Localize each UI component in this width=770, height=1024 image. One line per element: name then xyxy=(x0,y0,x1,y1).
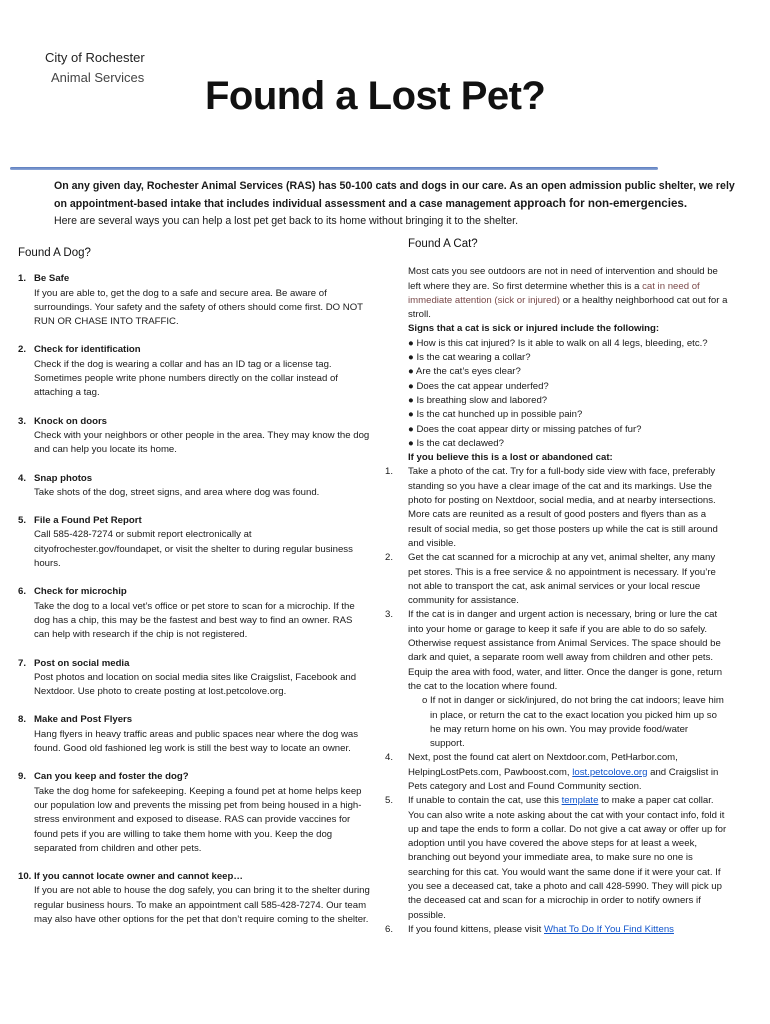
dog-step-num: 6. xyxy=(18,586,27,598)
header-city: City of Rochester xyxy=(45,50,145,65)
dog-step-title: Make and Post Flyers xyxy=(34,714,133,726)
cat-step-num: 1. xyxy=(385,466,394,478)
dog-step-title: Snap photos xyxy=(34,472,93,484)
dog-step-title: If you cannot locate owner and cannot keep… xyxy=(34,871,243,883)
dog-step-title: Check for identification xyxy=(34,344,141,356)
dog-step-title: Post on social media xyxy=(34,657,130,669)
dog-step-title: Be Safe xyxy=(34,273,70,285)
petcolove-link[interactable]: lost.petcolove.org xyxy=(572,766,648,778)
cat-step-subpoint-cont: support. xyxy=(430,738,465,750)
dog-step xyxy=(18,657,370,700)
dog-step-num: 10. xyxy=(18,871,32,883)
cat-section xyxy=(380,237,730,937)
dog-step xyxy=(18,272,370,329)
template-link[interactable]: template xyxy=(561,795,599,807)
cat-step-num: 2. xyxy=(385,552,394,564)
dog-step-num: 9. xyxy=(18,771,27,783)
cat-signs-list xyxy=(380,337,730,451)
dog-section xyxy=(18,246,370,941)
intro-line-2 xyxy=(54,195,759,213)
dog-step-body: Take the dog to a local vet’s office or pet store to scan for a microchip. If the dog has a chip, this may be the fastest and best way to find an owner. RAS can help with research if the chip is not registered. xyxy=(34,600,355,641)
dog-step xyxy=(18,713,370,756)
dog-step xyxy=(18,343,370,400)
cat-intro-b: or a healthy neighborhood cat out for a stroll. xyxy=(408,294,728,321)
cat-step xyxy=(380,551,730,608)
dog-heading: Found A Dog? xyxy=(18,247,91,259)
dog-step-body: Hang flyers in heavy traffic areas and public spaces near where the dog was found. Good old fashioned leg work is still the best way to locate an owner. xyxy=(34,728,359,755)
cat-step-text: to make a paper cat collar. You can also write a note asking about the cat with your contact info, fold it up and tape the ends to form a collar. Do not give a cat away or offer up for adoption until you have covered the above steps for at least a week, branching out beyond your immediate area, to make sure no one is searching for this cat. You would want the same done if it were your cat. If you see a deceased cat, take a photo and call 428-5990. They will pick up the deceased cat and scan for a microchip in order to notify owners if possible. xyxy=(408,795,727,921)
cat-step-text: If unable to contain the cat, use this xyxy=(408,795,562,807)
dog-step-num: 3. xyxy=(18,415,27,427)
cat-step-text: Get the cat scanned for a microchip at any vet, animal shelter, any many pet stores. This is a free service & no appointment is necessary. If you’re not able to transport the cat, ask animal services or your local rescue community for assistance. xyxy=(408,552,716,607)
cat-step-num: 4. xyxy=(385,752,394,764)
cat-step-text: Next, post the found cat alert on Nextdoor.com, PetHarbor.com, HelpingLostPets.com, Pawboost.com, xyxy=(408,752,678,778)
cat-sign-item: ● Does the coat appear dirty or missing patches of fur? xyxy=(408,423,642,435)
cat-step xyxy=(380,608,730,751)
cat-lost-heading: If you believe this is a lost or abandoned cat: xyxy=(408,452,613,464)
cat-step xyxy=(380,923,730,937)
cat-step-num: 3. xyxy=(385,609,394,621)
dog-step xyxy=(18,870,370,927)
dog-step-body: Check with your neighbors or other people in the area. They may know the dog and can help you locate its home. xyxy=(34,429,370,456)
cat-step xyxy=(380,794,730,923)
dog-step-title: Check for microchip xyxy=(34,586,127,598)
dog-step-num: 8. xyxy=(18,714,27,726)
dog-step-body: Call 585-428-7274 or submit report electronically at cityofrochester.gov/foundapet, or visit the shelter to during regular business hours. xyxy=(34,529,353,570)
dog-step-body: Take the dog home for safekeeping. Keeping a found pet at home helps keep our population low and prevents the missing pet from being housed in a high-stress environment and exposed to disease. RAS can provide vaccines for found pets if you are willing to take them home with you. Keep the dog separated from children and other pets. xyxy=(34,785,362,854)
title-rule xyxy=(10,167,658,170)
cat-step xyxy=(380,751,730,794)
cat-heading: Found A Cat? xyxy=(408,238,478,250)
dog-step xyxy=(18,585,370,642)
cat-sign-item: ● Is the cat hunched up in possible pain? xyxy=(408,409,583,421)
cat-step-num: 5. xyxy=(385,795,394,807)
dog-step xyxy=(18,514,370,571)
cat-intro-a: Most cats you see outdoors are not in need of intervention and should be left where they are. So first determine whether this is a xyxy=(408,266,718,292)
dog-step-title: File a Found Pet Report xyxy=(34,515,142,527)
dog-step-body: Post photos and location on social media sites like Craigslist, Facebook and Nextdoor. Use photo to create posting at lost.petcolove.org. xyxy=(34,671,357,698)
dog-step-num: 7. xyxy=(18,657,27,669)
dog-step-title: Can you keep and foster the dog? xyxy=(34,771,189,783)
dog-step xyxy=(18,415,370,458)
cat-step-text: Take a photo of the cat. Try for a full-body side view with face, preferably standing so you have a clear image of the cat and its markings. Use the photo for posting on Nextdoor, social media, and at nearby intersections. More cats are reunited as a result of good posters and flyers than as a result of social media, so get those posters up while the cat is still around and visible. xyxy=(408,466,718,549)
cat-sign-item: ● Are the cat’s eyes clear? xyxy=(408,366,521,378)
dog-step xyxy=(18,472,370,501)
dog-step-num: 5. xyxy=(18,515,27,527)
dog-step-body: If you are able to, get the dog to a safe and secure area. Be aware of surroundings. Your safety and the safety of others should come first. DO NOT RUN OR CHASE INTO TRAFFIC. xyxy=(34,287,363,328)
dog-step-body: Take shots of the dog, street signs, and area where dog was found. xyxy=(34,486,320,498)
cat-step xyxy=(380,465,730,551)
header-department: Animal Services xyxy=(51,70,145,85)
cat-intro xyxy=(380,265,730,322)
dog-step-title: Knock on doors xyxy=(34,415,108,427)
cat-step-num: 6. xyxy=(385,923,394,935)
cat-step-text: If you found kittens, please visit xyxy=(408,923,544,935)
dog-step-num: 2. xyxy=(18,344,27,356)
cat-signs-heading: Signs that a cat is sick or injured include the following: xyxy=(408,323,660,335)
cat-sign-item: ● Is the cat declawed? xyxy=(408,437,504,449)
dog-step-num: 1. xyxy=(18,273,27,285)
cat-step-text: and Craigslist in Pets category and Lost and Found Community section. xyxy=(408,766,719,792)
cat-step-subpoint: o If not in danger or sick/injured, do not bring the cat indoors; leave him in place, or return the cat to the exact location you picked him up so he may return home on his own. You may provide food/water xyxy=(422,695,724,735)
cat-sign-item: ● Does the cat appear underfed? xyxy=(408,380,549,392)
cat-sign-item: ● Is breathing slow and labored? xyxy=(408,394,548,406)
intro-line-1: On any given day, Rochester Animal Services (RAS) has 50-100 cats and dogs in our care. As an open admission public shelter, we rely xyxy=(54,180,735,192)
cat-step-text: If the cat is in danger and urgent action is necessary, bring or lure the cat into your home or garage to keep it safe if you are able to do so safely. Otherwise request assistance from Animal Services. The space should be dark and quiet, a separate room well away from children and other pets. Equip the area with food, water, and litter. Once the danger is gone, return the cat to the location where found. xyxy=(408,609,723,692)
cat-sign-item: ● How is this cat injured? Is it able to walk on all 4 legs, bleeding, etc.? xyxy=(408,337,708,349)
cat-intro-highlight: cat in need of immediate attention (sick or injured) xyxy=(408,280,700,306)
page-title: Found a Lost Pet? xyxy=(205,74,546,118)
dog-step-body: If you are not able to house the dog safely, you can bring it to the shelter during regular business hours. To make an appointment call 585-428-7274. Our team may also have other options for the pet that don’t require coming to the shelter. xyxy=(34,885,370,925)
dog-step-body: Check if the dog is wearing a collar and has an ID tag or a license tag. Sometimes people write phone numbers directly on the collar instead of attaching a tag. xyxy=(34,358,338,399)
cat-steps xyxy=(380,465,730,937)
intro-paragraph xyxy=(54,178,759,230)
intro-line-2b: approach for non-emergencies. xyxy=(513,197,688,210)
intro-line-3: Here are several ways you can help a lost pet get back to its home without bringing it to the shelter. xyxy=(54,215,519,227)
dog-step xyxy=(18,770,370,856)
intro-line-2a: on appointment-based intake that includes individual assessment and a case management xyxy=(54,198,514,210)
dog-step-num: 4. xyxy=(18,472,27,484)
kittens-link[interactable]: What To Do If You Find Kittens xyxy=(544,923,674,935)
cat-sign-item: ● Is the cat wearing a collar? xyxy=(408,352,531,364)
